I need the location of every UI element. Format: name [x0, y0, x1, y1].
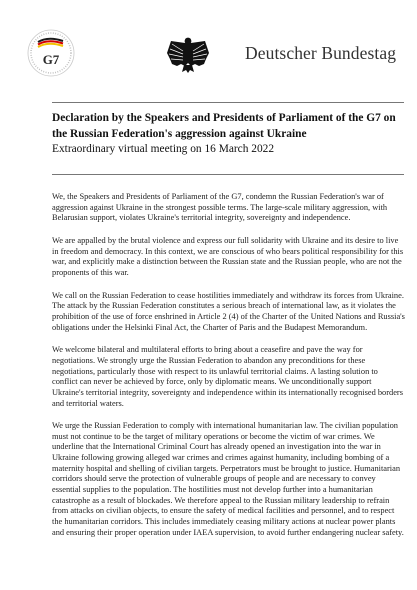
paragraph: We call on the Russian Federation to cease hostilities immediately and withdraw its forces from Ukraine. The attack by the Russian Federation constitutes a serious breach of international law, as it violates the prohibition of the use of force enshrined in Article 2 (4) of the Charter of the United Nations and Russia's obligations under the Helsinki Final Act, the Charter of Paris and the Budapest Memorandum. — [52, 290, 405, 332]
paragraph: We are appalled by the brutal violence and express our full solidarity with Ukraine and its desire to live in freedom and democracy. In this context, we are conscious of who bears political responsibility for this war, and explicitly make a distinction between the Russian state and the Russian people, who are not the proponents of this war. — [52, 235, 404, 277]
paragraph: We, the Speakers and Presidents of Parliament of the G7, condemn the Russian Federation's war of aggression against Ukraine in the strongest possible terms. The large-scale military aggression, with Belarusian support, violates Ukraine's territorial integrity, sovereignty and independence. — [52, 192, 388, 223]
paragraph: We urge the Russian Federation to comply with international humanitarian law. The civilian population must not continue to be the target of military operations or become the victim of war crimes. We underline that the International Criminal Court has already opened an investigation into the war in Ukraine following growing alleged war crimes and crimes against humanity, including bombing of a maternity hospital and shelling of civilian targets. Perpetrators must be brought to justice. Humanitarian corridors should serve the protection of vulnerable groups of people and are necessary to convey essential supplies to the population. The hostilities must not develop further into a humanitarian catastrophe as a result of blockades. We therefore appeal to the Russian military leadership to refrain from attacks on civilian objects, to ensure the safety of medical facilities and personnel, and to respect the humanitarian corridors. This includes immediately ceasing military actions at nuclear power plants and ensuring their proper operation under IAEA supervision, to avoid further endangering nuclear safety. — [52, 421, 404, 537]
g7-logo-text: G7 — [42, 52, 60, 67]
title-bottom-rule — [52, 174, 404, 175]
institution-name: Deutscher Bundestag — [245, 43, 397, 63]
paragraph: We welcome bilateral and multilateral efforts to bring about a ceasefire and pave the way for negotiations. We strongly urge the Russian Federation to abandon any preconditions for these negotiations, particularly those with respect to its unlawful territorial claims. A lasting solution to conflict can never be achieved by force, only by diplomatic means. We unconditionally support Ukraine's territorial integrity, sovereignty and independence within its internationally recognised borders and territorial waters. — [52, 345, 403, 408]
federal-eagle-icon — [163, 35, 213, 75]
title-top-rule — [52, 102, 404, 103]
document-title: Declaration by the Speakers and Presidents of Parliament of the G7 on the Russian Federation's aggression against Ukraine — [52, 112, 396, 140]
g7-logo-icon — [26, 28, 76, 78]
document-body — [52, 192, 405, 550]
document-subtitle: Extraordinary virtual meeting on 16 March 2022 — [52, 143, 275, 155]
